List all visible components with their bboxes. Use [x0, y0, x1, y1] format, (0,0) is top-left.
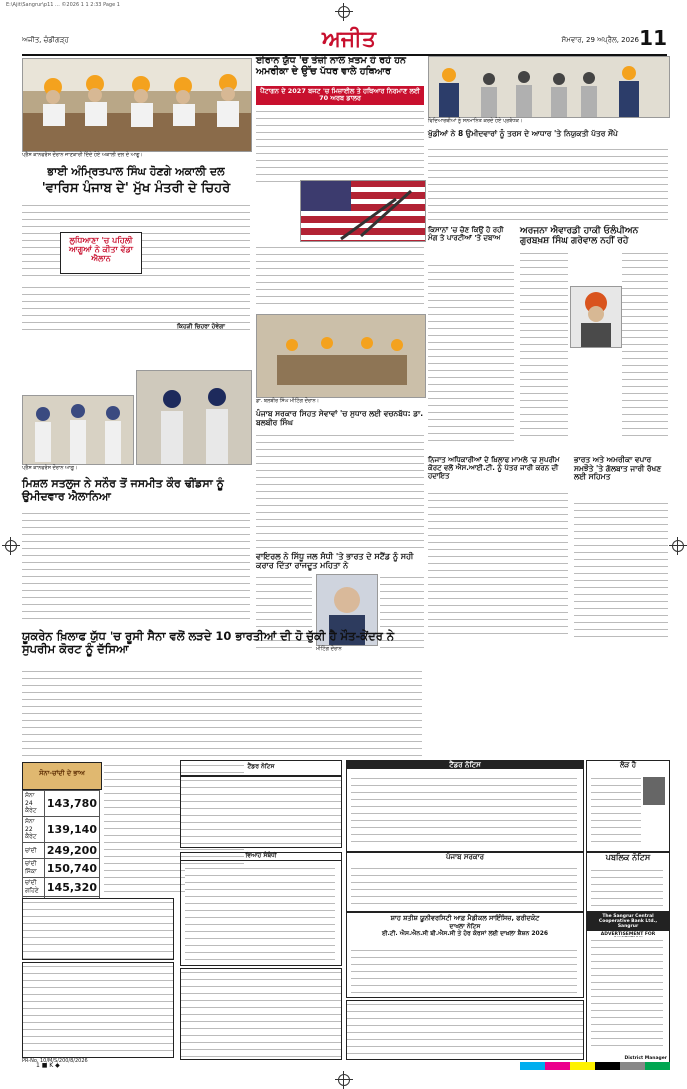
- price-label: ਸੋਨਾ 22 ਕੈਰੇਟ: [23, 817, 45, 843]
- hockey-body-2: [622, 250, 668, 440]
- price-label: ਚਾਂਦੀ ਸਿੱਕਾ: [23, 859, 45, 878]
- iran-headline: ਈਰਾਨ ਯੁੱਧ 'ਚ ਤੇਜ਼ੀ ਨਾਲ ਖ਼ਤਮ ਹੋ ਰਹੇ ਹਨ ਅਮਰੀਕਾ ਦੇ ਉੱਚ ਪੱਧਰ ਵਾਲੇ ਹਥਿਆਰ: [256, 55, 406, 77]
- header-edition: ਅਜੀਤ, ਚੰਡੀਗੜ੍ਹ: [22, 36, 69, 44]
- ad-matri-title: ਵਿਆਹ ਸੰਬੰਧੀ: [181, 853, 341, 861]
- footer-mark: 1 ■ K ◆: [36, 1062, 60, 1069]
- ad-punjab-govt-body: [351, 865, 577, 907]
- nijhar-headline: ਨਿਜਾਤ ਅਧਿਕਾਰੀਆਂ ਦੇ ਖ਼ਿਲਾਫ ਮਾਮਲੇ 'ਚ ਸੁਪਰੀਮ ਕੋਰਟ ਵਲੋਂ ਐਸ.ਆਈ.ਟੀ. ਨੂੰ ਪੱਤਰ ਜਾਰੀ ਕਰਨ ਦੀ ਹਦਾਇਤ: [428, 456, 560, 481]
- hockey-headline: ਅਰਜਨਾ ਐਵਾਰਡੀ ਹਾਕੀ ਓਲੰਪੀਅਨ ਗੁਰਬਖ਼ਸ਼ ਸਿੰਘ ਗਰੇਵਾਲ ਨਹੀਂ ਰਹੇ: [520, 226, 639, 247]
- ad-notice-2-photo: [643, 777, 665, 805]
- header-date: ਸੋਮਵਾਰ, 29 ਅਪ੍ਰੈਲ, 2026: [561, 36, 639, 44]
- bathinda-headline: ਖੁੱਡੀਆਂ ਨੇ 8 ਉਮੀਦਵਾਰਾਂ ਨੂੰ ਤਰਸ ਦੇ ਆਧਾਰ 'ਤੇ ਨਿਯੁਕਤੀ ਪੱਤਰ ਸੌਂਪੇ: [428, 129, 618, 138]
- ad-university: [346, 912, 584, 998]
- akali-photo-caption: ਪ੍ਰੈਸ ਕਾਨਫਰੰਸ ਦੌਰਾਨ ਜਾਣਕਾਰੀ ਦਿੰਦੇ ਹੋਏ ਅਕਾਲੀ ਦਲ ਦੇ ਆਗੂ।: [22, 152, 143, 158]
- ad-tender-notice-body: [351, 775, 577, 845]
- ad-university-sub: ਦਾਖਲਾ ਨੋਟਿਸ: [449, 923, 481, 931]
- ad-notice-2: [586, 760, 670, 852]
- price-value: 150,740: [44, 859, 99, 878]
- prepress-slug: E:\Ajit\Sangrur\p11 ... ©2026 1 1 2:33 Page 1: [6, 2, 120, 8]
- akali-headline: 'ਵਾਰਿਸ ਪੰਜਾਬ ਦੇ' ਮੁੱਖ ਮੰਤਰੀ ਦੇ ਚਿਹਰੇ: [41, 181, 231, 196]
- ad-punjab-govt: [346, 852, 584, 912]
- price-row: [23, 878, 100, 897]
- hockey-grewal-photo: [570, 286, 622, 348]
- iran-subbar: ਪੈਂਟਾਗਨ ਦੇ 2027 ਬਜਟ 'ਚ ਮਿਜ਼ਾਈਲ ਤੇ ਹਥਿਆਰ ਨਿਰਮਾਣ ਲਈ 70 ਅਰਬ ਡਾਲਰ: [256, 86, 424, 105]
- ad-notice-2-body: [591, 775, 641, 845]
- footer-color-strip: [520, 1062, 670, 1070]
- nijhar-body: [428, 490, 568, 640]
- kisan-headline: ਕਿਸਾਨਾਂ 'ਚ ਚੋਣ ਕਿਉਂ ਹੋ ਰਹੀ ਮੰਗ ਤੇ ਪਾਰਟੀਆਂ 'ਤੇ ਦਬਾਅ: [428, 226, 504, 243]
- ad-sangrur-bank-sub: ADVERTISEMENT FOR: [600, 931, 656, 937]
- price-row: [23, 791, 100, 817]
- mishal-photo: [22, 395, 134, 465]
- mishal-photo-2: [136, 370, 252, 465]
- registration-mark: [338, 6, 350, 18]
- ad-center-block: [180, 968, 342, 1060]
- iran-body: [256, 108, 424, 188]
- registration-mark: [672, 540, 684, 552]
- punjab-govt-headline: ਪੰਜਾਬ ਸਰਕਾਰ ਸਿਹਤ ਸੇਵਾਵਾਂ 'ਚ ਸੁਧਾਰ ਲਈ ਵਚਨਬੱਧ: ਡਾ. ਬਲਬੀਰ ਸਿੰਘ: [256, 409, 424, 427]
- price-label: ਸੋਨਾ 24 ਕੈਰੇਟ: [23, 791, 45, 817]
- ad-matri: [180, 852, 342, 966]
- price-label: ਚਾਂਦੀ ਗਹਿਣੇ: [23, 878, 45, 897]
- ukraine-body: [22, 668, 422, 760]
- ukraine-headline: ਯੂਕਰੇਨ ਖ਼ਿਲਾਫ ਯੁੱਧ 'ਚ ਰੂਸੀ ਸੈਨਾ ਵਲੋਂ ਲੜਦੇ 10 ਭਾਰਤੀਆਂ ਦੀ ਹੋ ਚੁੱਕੀ ਹੈ ਮੌਤ-ਕੇਂਦਰ ਨੇ ਸੁਪਰੀਮ ਕੋਰਟ ਨੂੰ ਦੱਸਿਆ: [22, 629, 395, 657]
- price-banner-text: ਸੋਨਾ-ਚਾਂਦੀ ਦੇ ਭਾਅ: [39, 769, 85, 777]
- price-row: [23, 859, 100, 878]
- masthead: ਅਜੀਤ: [322, 26, 376, 52]
- ad-tender-body: [180, 776, 342, 848]
- bathinda-photo: [428, 56, 670, 118]
- akali-subhead: ਕਿਹੜੀ ਚਿਹਰਾ ਹੋਵੇਗਾ: [176, 323, 226, 330]
- ad-sangrur-bank-body: [591, 937, 663, 1047]
- hockey-body: [520, 250, 568, 440]
- bathinda-body: [428, 146, 668, 222]
- ad-sangrur-bank-title: The Sangrur Central Cooperative Bank Ltd., Sangrur: [587, 913, 669, 931]
- ad-notice-2-title: ਲੋੜ ਹੈ: [619, 761, 637, 769]
- ad-tender-notice: [346, 760, 584, 852]
- registration-mark: [338, 1074, 350, 1086]
- ad-sangrur-bank: [586, 912, 670, 1064]
- ad-university-body: [351, 947, 577, 993]
- ad-tender-strip-title: ਟੈਂਡਰ ਨੋਟਿਸ: [247, 763, 275, 770]
- punjab-govt-body: [256, 432, 424, 552]
- page-header: [22, 26, 667, 56]
- ad-public-notice: [586, 852, 670, 912]
- ad-tender-strip: [180, 760, 342, 776]
- price-label: ਚਾਂਦੀ: [23, 843, 45, 859]
- ad-public-notice-body: [591, 867, 663, 907]
- mishal-body: [22, 510, 250, 620]
- ad-bottom-block: [346, 1000, 584, 1060]
- registration-mark: [5, 540, 17, 552]
- akali-inset-text: ਲੁਧਿਆਣਾ 'ਚ ਪਹਿਲੀ ਆਗੂਆਂ ਨੇ ਕੀਤਾ ਵੱਡਾ ਐਲਾਨ: [68, 236, 134, 264]
- price-value: 139,140: [44, 817, 99, 843]
- punjab-govt-photo: [256, 314, 426, 398]
- akali-inset-box: [60, 232, 142, 274]
- ad-left-block-2: [22, 962, 174, 1058]
- ad-public-notice-title: ਪਬਲਿਕ ਨੋਟਿਸ: [605, 853, 651, 862]
- iran-missile-photo: [300, 180, 426, 242]
- akali-press-photo: [22, 58, 252, 152]
- bathinda-caption: ਵਿਦਿਆਰਥੀਆਂ ਨੂੰ ਸਨਮਾਨਿਤ ਕਰਦੇ ਹੋਏ ਪ੍ਰਬੰਧਕ।: [428, 118, 523, 124]
- hcw-headline: ਭਾਰਤ ਅਤੇ ਅਮਰੀਕਾ ਵਪਾਰ ਸਮਝੌਤੇ 'ਤੇ ਗੱਲਬਾਤ ਜਾਰੀ ਰੱਖਣ ਲਈ ਸਹਿਮਤ: [574, 455, 662, 482]
- price-value: 143,780: [44, 791, 99, 817]
- ad-university-text: ਈ.ਟੀ. ਐਸ.ਐਨ.ਸੀ ਬੀ.ਐਸ.ਸੀ ਤੇ ਹੋਰ ਕੋਰਸਾਂ ਲਈ ਦਾਖ਼ਲਾ ਸ਼ੈਸ਼ਨ 2026: [381, 930, 549, 938]
- mishal-caption: ਪ੍ਰੈਸ ਕਾਨਫਰੰਸ ਦੌਰਾਨ ਆਗੂ।: [22, 465, 78, 471]
- price-banner: [22, 762, 102, 790]
- mishal-headline: ਮਿਸ਼ਲ ਸਤਲੁਜ ਨੇ ਸਨੌਰ ਤੋਂ ਜਸਮੀਤ ਕੌਰ ਢੀਂਡਸਾ ਨੂੰ ਉਮੀਦਵਾਰ ਐਲਾਨਿਆ: [22, 477, 224, 503]
- iran-body-2: [256, 244, 424, 310]
- ad-tender-notice-title: ਟੈਂਡਰ ਨੋਟਿਸ: [347, 761, 583, 769]
- ad-sangrur-bank-footer: District Manager: [624, 1055, 667, 1061]
- punjab-govt-caption: ਡਾ. ਬਲਬੀਰ ਸਿੰਘ ਮੀਟਿੰਗ ਦੌਰਾਨ।: [256, 398, 319, 404]
- ad-pr-ref: PR-No. 10/M/S/200/8/2026: [22, 1058, 88, 1064]
- price-value: 145,320: [44, 878, 99, 897]
- price-row: [23, 817, 100, 843]
- price-row: [23, 843, 100, 859]
- price-value: 249,200: [44, 843, 99, 859]
- kisan-body: [428, 262, 514, 442]
- ad-university-title: ਸ਼ਾਹ ਸ਼ਤੀਸ਼ ਯੂਨੀਵਰਸਿਟੀ ਆਫ਼ ਮੈਡੀਕਲ ਸਾਇੰਸਿਜ਼, ਫਰੀਦਕੋਟ: [390, 914, 540, 922]
- indian-pm-caption: ਮੀਟਿੰਗ ਦੌਰਾਨ: [316, 646, 342, 652]
- page-number: 11: [639, 26, 667, 50]
- ad-punjab-govt-title: ਪੰਜਾਬ ਸਰਕਾਰ: [445, 853, 484, 861]
- indian-pm-headline: ਵਾਇਰਲ ਨੇ ਸਿੱਧੂ ਜਲ ਸੰਧੀ 'ਤੇ ਭਾਰਤ ਦੇ ਸਟੈਂਡ ਨੂੰ ਸਹੀ ਕਰਾਰ ਦਿੱਤਾ ਰਾਜਦੂਤ ਮਹਿਤਾ ਨੇ: [256, 552, 414, 571]
- hcw-body: [574, 500, 668, 640]
- akali-kicker: ਭਾਈ ਅੰਮ੍ਰਿਤਪਾਲ ਸਿੰਘ ਹੋਣਗੇ ਅਕਾਲੀ ਦਲ: [47, 165, 225, 178]
- ad-left-block: [22, 898, 174, 960]
- ad-matri-body: [185, 865, 335, 961]
